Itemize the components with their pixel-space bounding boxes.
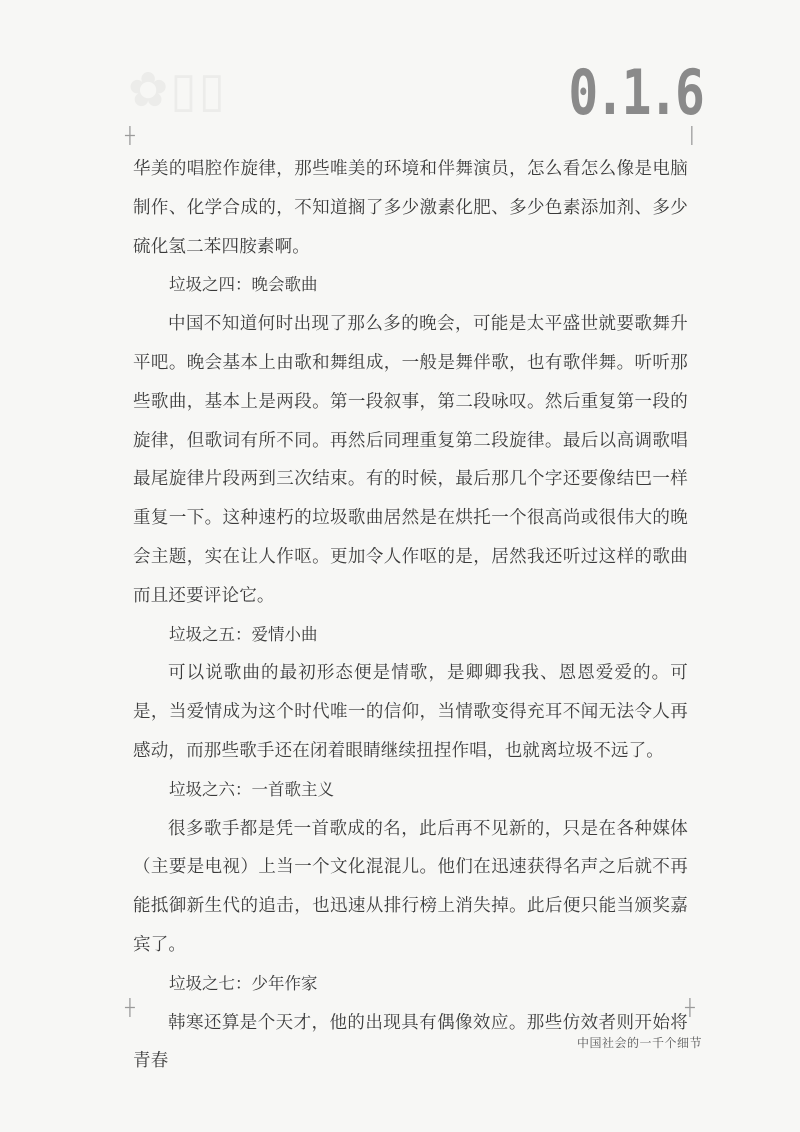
crop-mark-top-left: ┼ bbox=[125, 126, 135, 145]
paragraph-party-songs: 中国不知道何时出现了那么多的晚会，可能是太平盛世就要歌舞升平吧。晚会基本上由歌和舞组成，一般是舞伴歌，也有歌伴舞。听听那些歌曲，基本上是两段。第一段叙事，第二段咏叹。然后重复第一段的旋律，但歌词有所不同。再然后同理重复第二段旋律。最后以高调歌唱最尾旋律片段两到三次结束。有的时候，最后那几个字还要像结巴一样重复一下。这种速朽的垃圾歌曲居然是在烘托一个很高尚或很伟大的晚会主题，实在让人作呕。更加令人作呕的是，居然我还听过这样的歌曲而且还要评论它。 bbox=[133, 314, 688, 606]
section-heading-6: 垃圾之六：一首歌主义 bbox=[169, 779, 334, 799]
paragraph-one-hit: 很多歌手都是凭一首歌成的名，此后再不见新的，只是在各种媒体（主要是电视）上当一个文化混混儿。他们在迅速获得名声之后就不再能抵御新生代的追击，也迅速从排行榜上消失掉。此后便只能当颁奖嘉宾了。 bbox=[133, 818, 688, 955]
page-number: 0.1.6 bbox=[568, 56, 702, 129]
show-through-watermark: ✿▯▯ bbox=[128, 62, 228, 118]
paragraph-love-songs: 可以说歌曲的最初形态便是情歌，是卿卿我我、恩恩爱爱的。可是，当爱情成为这个时代唯一的信仰，当情歌变得充耳不闻无法令人再感动，而那些歌手还在闭着眼睛继续扭捏作唱，也就离垃圾不远了。 bbox=[133, 663, 688, 761]
section-heading-7: 垃圾之七：少年作家 bbox=[169, 973, 318, 993]
crop-mark-bottom-left: ┼ bbox=[125, 998, 135, 1017]
section-heading-4: 垃圾之四：晚会歌曲 bbox=[169, 275, 318, 295]
paragraph-continued: 华美的唱腔作旋律，那些唯美的环境和伴舞演员，怎么看怎么像是电脑制作、化学合成的，不知道搁了多少激素化肥、多少色素添加剂、多少硫化氢二苯四胺素啊。 bbox=[133, 159, 688, 257]
crop-mark-bottom-right: ┼ bbox=[685, 998, 695, 1017]
section-heading-5: 垃圾之五：爱情小曲 bbox=[169, 624, 318, 644]
crop-mark-top-right: │ bbox=[687, 126, 697, 145]
article-body bbox=[133, 150, 688, 1081]
paragraph-young-writers: 韩寒还算是个天才，他的出现具有偶像效应。那些仿效者则开始将青春 bbox=[133, 1012, 688, 1072]
running-footer-title: 中国社会的一千个细节 bbox=[576, 1036, 702, 1050]
